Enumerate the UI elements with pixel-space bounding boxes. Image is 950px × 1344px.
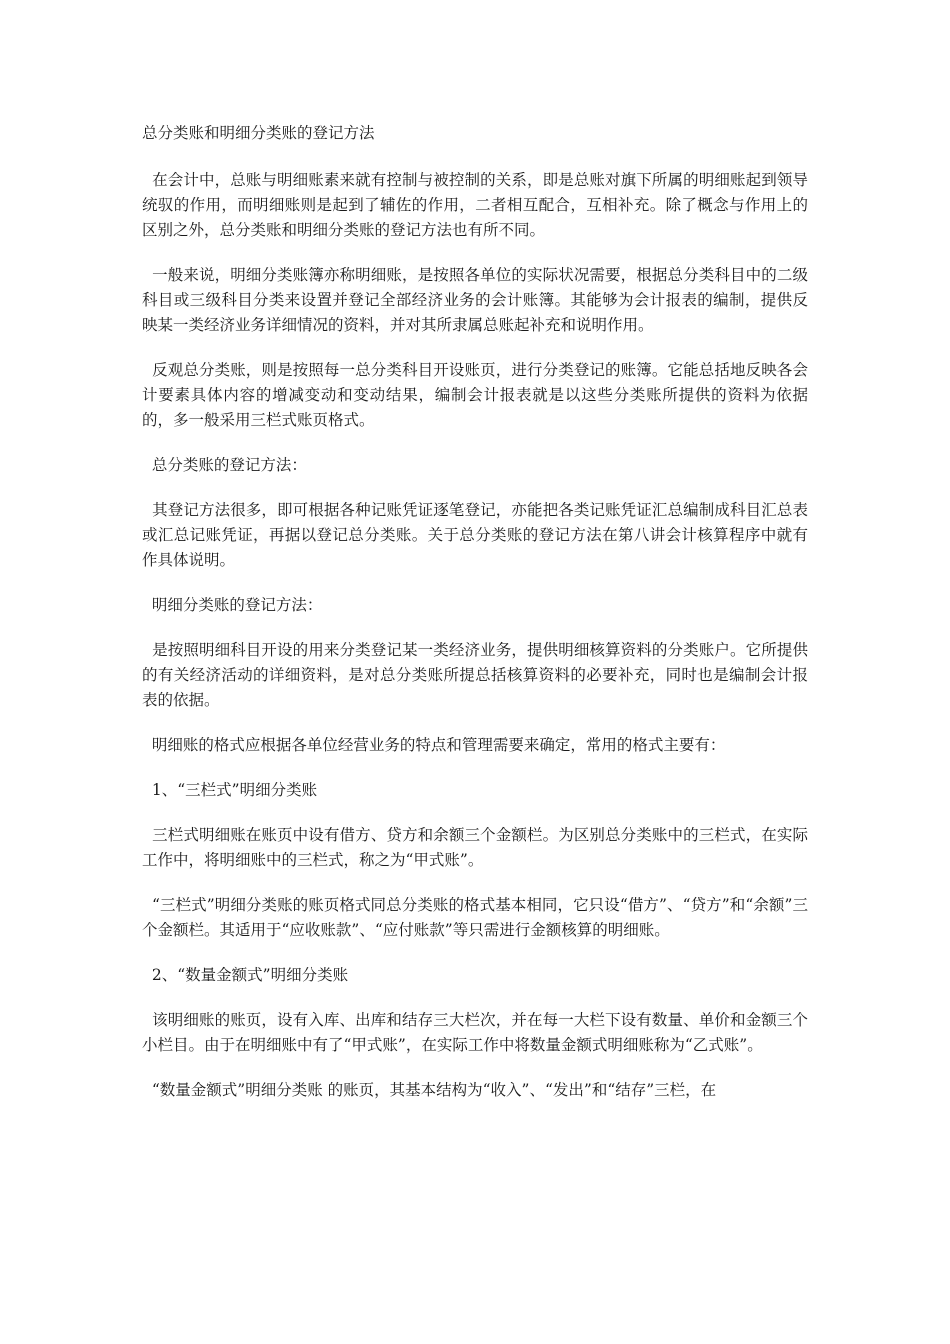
document-title: 总分类账和明细分类账的登记方法 xyxy=(142,124,375,142)
paragraph-13: 该明细账的账页，设有入库、出库和结存三大栏次，并在每一大栏下设有数量、单价和金额三个小栏目。由于在明细账中有了“甲式账”，在实际工作中将数量金额式明细账称为“乙式账”。 xyxy=(142,1011,808,1054)
section-heading-subsidiary-ledger: 明细分类账的登记方法： xyxy=(142,596,323,614)
paragraph-7: 是按照明细科目开设的用来分类登记某一类经济业务，提供明细核算资料的分类账户。它所提供的有关经济活动的详细资料，是对总分类账所提总括核算资料的必要补充，同时也是编制会计报表的依据。 xyxy=(142,641,808,709)
paragraph-10: 三栏式明细账在账页中设有借方、贷方和余额三个金额栏。为区别总分类账中的三栏式，在实际工作中，将明细账中的三栏式，称之为“甲式账”。 xyxy=(142,826,808,869)
list-heading-three-column: 1、“三栏式”明细分类账 xyxy=(142,781,318,799)
paragraph-8: 明细账的格式应根据各单位经营业务的特点和管理需要来确定，常用的格式主要有： xyxy=(142,736,726,754)
document-body xyxy=(142,121,808,1123)
paragraph-1: 在会计中，总账与明细账素来就有控制与被控制的关系，即是总账对旗下所属的明细账起到领导统驭的作用，而明细账则是起到了辅佐的作用，二者相互配合，互相补充。除了概念与作用上的区别之外，总分类账和明细分类账的登记方法也有所不同。 xyxy=(142,171,808,239)
section-heading-general-ledger: 总分类账的登记方法： xyxy=(142,456,307,474)
paragraph-14: “数量金额式”明细分类账 的账页，其基本结构为“收入”、“发出”和“结存”三栏，在 xyxy=(142,1081,717,1099)
list-heading-quantity-amount: 2、“数量金额式”明细分类账 xyxy=(142,966,349,984)
paragraph-3: 反观总分类账，则是按照每一总分类科目开设账页，进行分类登记的账簿。它能总括地反映各会计要素具体内容的增减变动和变动结果，编制会计报表就是以这些分类账所提供的资料为依据的，多一般采用三栏式账页格式。 xyxy=(142,361,808,429)
paragraph-5: 其登记方法很多，即可根据各种记账凭证逐笔登记，亦能把各类记账凭证汇总编制成科目汇总表或汇总记账凭证，再据以登记总分类账。关于总分类账的登记方法在第八讲会计核算程序中就有作具体说明。 xyxy=(142,501,808,569)
paragraph-11: “三栏式”明细分类账的账页格式同总分类账的格式基本相同，它只设“借方”、“贷方”和“余额”三个金额栏。其适用于“应收账款”、“应付账款”等只需进行金额核算的明细账。 xyxy=(142,896,808,939)
paragraph-2: 一般来说，明细分类账簿亦称明细账，是按照各单位的实际状况需要，根据总分类科目中的二级科目或三级科目分类来设置并登记全部经济业务的会计账簿。其能够为会计报表的编制，提供反映某一类经济业务详细情况的资料，并对其所隶属总账起补充和说明作用。 xyxy=(142,266,808,334)
